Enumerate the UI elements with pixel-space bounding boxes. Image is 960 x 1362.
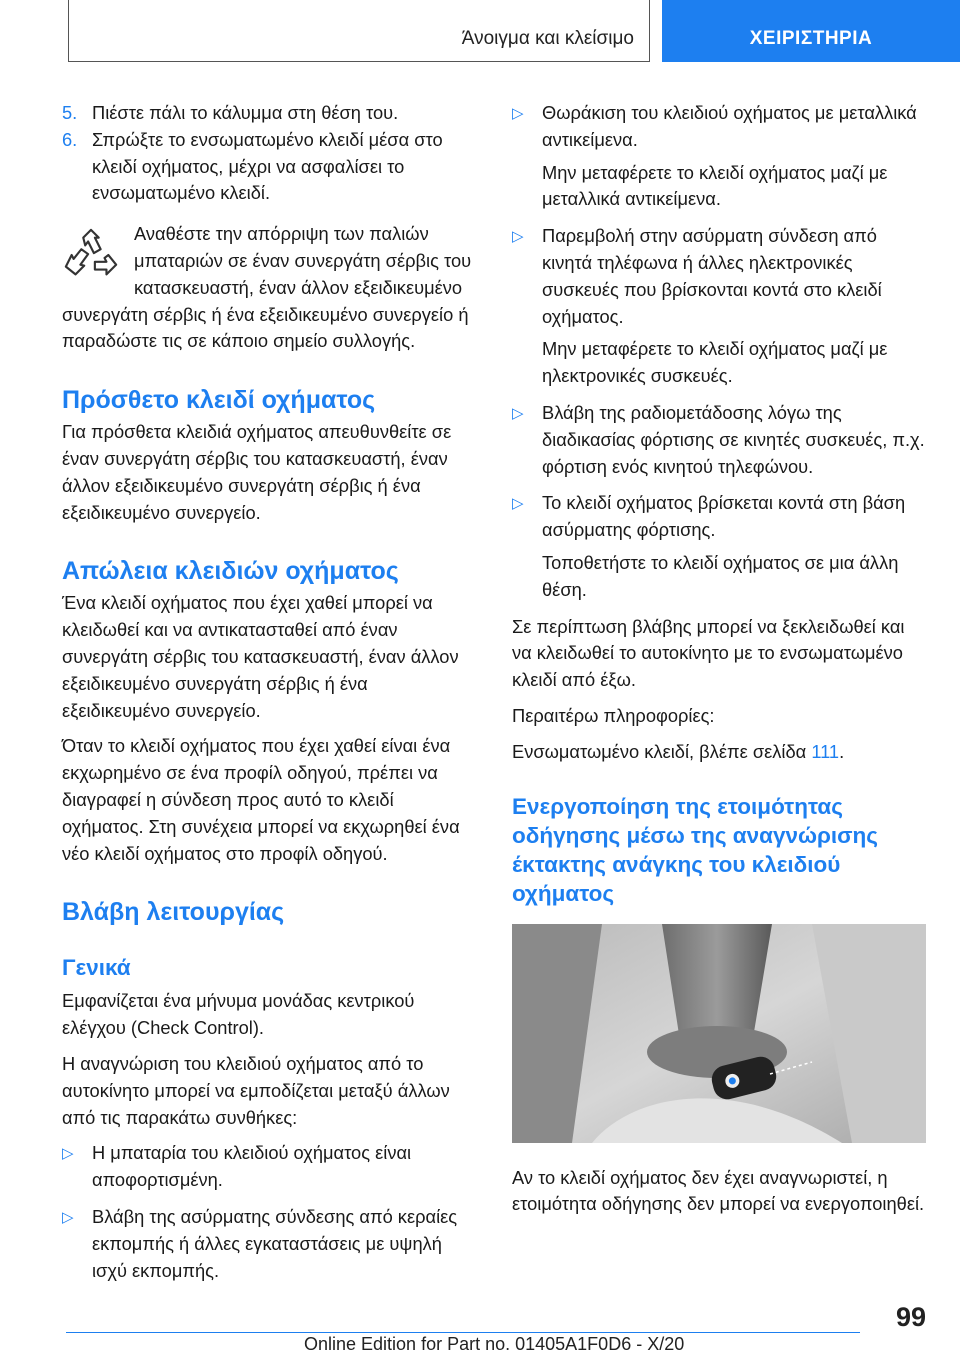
paragraph-general-2: Η αναγνώριση του κλειδιού οχήματος από το αυτοκίνητο μπορεί να εμποδίζεται μεταξύ άλλων από τις παρακάτω συνθήκες: bbox=[62, 1052, 450, 1128]
list-item bbox=[512, 400, 926, 480]
cross-reference bbox=[512, 739, 926, 766]
heading-extra-key: Πρόσθετο κλειδί οχήματος bbox=[62, 386, 376, 415]
chapter-label: ΧΕΙΡΙΣΤΗΡΙΑ bbox=[749, 28, 873, 49]
recycle-icon bbox=[62, 225, 120, 287]
footer-rule bbox=[66, 1332, 860, 1333]
paragraph-general-1: Εμφανίζεται ένα μήνυμα μονάδας κεντρικού ελέγχου (Check Control). bbox=[62, 990, 415, 1039]
list-item-text: Παρεμβολή στην ασύρματη σύνδεση από κινητά τηλέφωνα ή άλλες ηλεκτρονικές συσκευές που βρίσκονται κοντά στο κλειδί οχήματος. bbox=[542, 225, 882, 327]
paragraph-more-info: Περαιτέρω πληροφορίες: bbox=[512, 704, 715, 726]
step-item bbox=[62, 100, 478, 127]
key-emergency-position-photo bbox=[512, 924, 926, 1143]
recycle-note bbox=[62, 221, 478, 355]
page-number: 99 bbox=[895, 1302, 926, 1332]
conditions-list-continued bbox=[512, 100, 926, 604]
paragraph-key-loss-1: Ένα κλειδί οχήματος που έχει χαθεί μπορεί να κλειδωθεί και να αντικατασταθεί από έναν συνεργάτη σέρβις του κατασκευαστή, έναν άλλον εξειδικευμένο συνεργάτη σέρβις ή ένα εξειδικευμένο συνεργείο. bbox=[62, 592, 459, 721]
list-item bbox=[512, 490, 926, 544]
footer-edition: Online Edition for Part no. 01405A1F0D6 - X/20 bbox=[304, 1334, 685, 1354]
page-link[interactable]: 111 bbox=[811, 740, 840, 762]
heading-emergency-detection: Ενεργοποίηση της ετοιμότητας οδήγησης μέσω της αναγνώρισης έκτακτης ανάγκης του κλειδιού οχήματος bbox=[512, 793, 878, 906]
list-item bbox=[512, 223, 926, 330]
list-item bbox=[62, 1204, 478, 1284]
list-item bbox=[62, 1140, 478, 1194]
heading-general: Γενικά bbox=[62, 955, 131, 981]
section-title: Άνοιγμα και κλείσιμο bbox=[461, 28, 634, 49]
list-item bbox=[512, 100, 926, 154]
conditions-list bbox=[62, 1140, 478, 1284]
heading-key-loss: Απώλεια κλειδιών οχήματος bbox=[62, 557, 399, 586]
left-column bbox=[62, 100, 478, 1294]
paragraph-fault: Σε περίπτωση βλάβης μπορεί να ξεκλειδωθεί και να κλειδωθεί το αυτοκίνητο με το ενσωματωμένο κλειδί από έξω. bbox=[512, 615, 905, 691]
triangle-bullet-icon: ▷ bbox=[512, 495, 524, 513]
recycle-note-text: Αναθέστε την απόρριψη των παλιών μπαταριών σε έναν συνεργάτη σέρβις του κατασκευαστή, έναν άλλον εξειδικευμένο συνεργάτη σέρβις ή ένα εξειδικευμένο συνεργείο ή παραδώστε τις σε κάποιο σημείο συλλογής. bbox=[62, 223, 472, 352]
heading-malfunction: Βλάβη λειτουργίας bbox=[62, 898, 285, 927]
list-item-text: Η μπαταρία του κλειδιού οχήματος είναι αποφορτισμένη. bbox=[92, 1142, 412, 1191]
triangle-bullet-icon: ▷ bbox=[62, 1208, 74, 1226]
step-number: 5. bbox=[62, 102, 78, 123]
list-item-text: Θωράκιση του κλειδιού οχήματος με μεταλλικά αντικείμενα. bbox=[542, 102, 917, 150]
chapter-tab[interactable] bbox=[662, 0, 960, 62]
cross-reference-text: Ενσωματωμένο κλειδί, βλέπε σελίδα bbox=[512, 740, 807, 762]
triangle-bullet-icon: ▷ bbox=[512, 228, 524, 246]
paragraph-extra-key: Για πρόσθετα κλειδιά οχήματος απευθυνθείτε σε έναν συνεργάτη σέρβις του κατασκευαστή, έναν άλλον εξειδικευμένο συνεργάτη σέρβις ή ένα εξειδικευμένο συνεργείο. bbox=[62, 421, 452, 523]
triangle-bullet-icon: ▷ bbox=[512, 105, 524, 122]
cross-reference-end: . bbox=[839, 740, 845, 762]
step-item bbox=[62, 127, 478, 207]
paragraph-not-detected: Αν το κλειδί οχήματος δεν έχει αναγνωριστεί, η ετοιμότητα οδήγησης δεν μπορεί να ενεργοποιηθεί. bbox=[512, 1166, 925, 1215]
triangle-bullet-icon: ▷ bbox=[512, 404, 524, 422]
triangle-bullet-icon: ▷ bbox=[62, 1145, 74, 1163]
list-item-remedy: Μην μεταφέρετε το κλειδί οχήματος μαζί με μεταλλικά αντικείμενα. bbox=[542, 161, 888, 210]
step-number: 6. bbox=[62, 128, 78, 150]
list-item-text: Βλάβη της ραδιομετάδοσης λόγω της διαδικασίας φόρτισης σε κινητές συσκευές, π.χ. φόρτιση ενός κινητού τηλεφώνου. bbox=[542, 401, 925, 477]
step-text: Σπρώξτε το ενσωματωμένο κλειδί μέσα στο κλειδί οχήματος, μέχρι να ασφαλίσει το ενσωματωμένο κλειδί. bbox=[92, 128, 443, 204]
list-item-text: Βλάβη της ασύρματης σύνδεσης από κεραίες εκπομπής ή άλλες εγκαταστάσεις με υψηλή ισχύ εκπομπής. bbox=[92, 1205, 458, 1281]
step-text: Πιέστε πάλι το κάλυμμα στη θέση του. bbox=[92, 102, 399, 123]
list-item-remedy: Μην μεταφέρετε το κλειδί οχήματος μαζί με ηλεκτρονικές συσκευές. bbox=[542, 338, 888, 387]
paragraph-key-loss-2: Όταν το κλειδί οχήματος που έχει χαθεί είναι ένα εκχωρημένο σε ένα προφίλ οδηγού, πρέπει να διαγραφεί η σύνδεση προς αυτό το κλειδί οχήματος. Στη συνέχεια μπορεί να εκχωρηθεί ένα νέο κλειδί οχήματος στο προφίλ οδηγού. bbox=[62, 735, 460, 864]
right-column bbox=[512, 100, 926, 1227]
page-header bbox=[0, 0, 960, 64]
list-item-remedy: Τοποθετήστε το κλειδί οχήματος σε μια άλλη θέση. bbox=[542, 551, 899, 600]
list-item-text: Το κλειδί οχήματος βρίσκεται κοντά στη βάση ασύρματης φόρτισης. bbox=[542, 492, 906, 541]
